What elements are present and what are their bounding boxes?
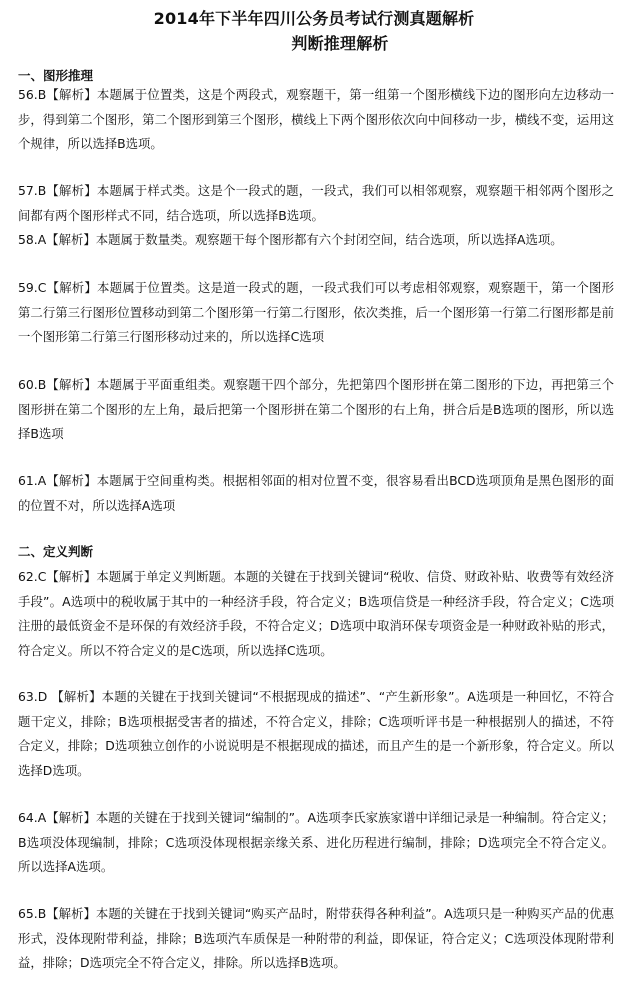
answer-item-60: 60.B【解析】本题属于平面重组类。观察题干四个部分，先把第四个图形拼在第二图形的下边，再把第三个图形拼在第二个图形的左上角，最后把第一个图形拼在第二个图形的右上角，拼合后是B选项的图形，所以选择B选项: [18, 377, 614, 441]
answer-item-64: 64.A【解析】本题的关键在于找到关键词“编制的”。A选项李氏家族家谱中详细记录是一种编制。符合定义；B选项没体现编制，排除；C选项没体现根据亲缘关系、进化历程进行编制，排除；D选项完全不符合定义。所以选择A选项。: [18, 810, 614, 874]
answer-item-57: 57.B【解析】本题属于样式类。这是个一段式的题，一段式，我们可以相邻观察，观察题干相邻两个图形之间都有两个图形样式不同，结合选项，所以选择B选项。: [18, 183, 614, 223]
page-title: 2014年下半年四川公务员考试行测真题解析: [153, 9, 475, 28]
answer-item-62: 62.C【解析】本题属于单定义判断题。本题的关键在于找到关键词“税收、信贷、财政补贴、收费等有效经济手段”。A选项中的税收属于其中的一种经济手段，符合定义；B选项信贷是一种经济手段，符合定义；C选项注册的最低资金不是环保的有效经济手段，不符合定义；D选项中取消环保专项资金是一种财政补贴的形式，符合定义。所以不符合定义的是C选项，所以选择C选项。: [18, 569, 614, 658]
answer-item-59: 59.C【解析】本题属于位置类。这是道一段式的题，一段式我们可以考虑相邻观察，观察题干，第一个图形第二行第三行图形位置移动到第二个图形第一行第二行图形，依次类推，后一个图形第一行第二行图形都是前一个图形第二行第三行图形移动过来的，所以选择C选项: [18, 280, 614, 344]
page-subtitle: 判断推理解析: [291, 34, 389, 53]
answer-item-65: 65.B【解析】本题的关键在于找到关键词“购买产品时，附带获得各种利益”。A选项只是一种购买产品的优惠形式，没体现附带利益，排除；B选项汽车质保是一种附带的利益，即保证，符合定义；C选项没体现附带利益，排除；D选项完全不符合定义，排除。所以选择B选项。: [18, 906, 614, 970]
answer-item-63: 63.D 【解析】本题的关键在于找到关键词“不根据现成的描述”、“产生新形象”。A选项是一种回忆，不符合题干定义，排除；B选项根据受害者的描述，不符合定义，排除；C选项听评书是一种根据别人的描述，不符合定义，排除；D选项独立创作的小说说明是不根据现成的描述，而且产生的是一个新形象，符合定义。所以选择D选项。: [18, 689, 614, 778]
answer-item-61: 61.A【解析】本题属于空间重构类。根据相邻面的相对位置不变，很容易看出BCD选项顶角是黑色图形的面的位置不对，所以选择A选项: [18, 473, 614, 513]
answer-item-56: 56.B【解析】本题属于位置类，这是个两段式，观察题干，第一组第一个图形横线下边的图形向左边移动一步，得到第二个图形，第二个图形到第三个图形，横线上下两个图形依次向中间移动一步，横线不变，运用这个规律，所以选择B选项。: [18, 87, 614, 151]
section-heading-definition-judgment: 二、定义判断: [18, 544, 94, 559]
answer-item-58: 58.A【解析】本题属于数量类。观察题干每个图形都有六个封闭空间，结合选项，所以选择A选项。: [18, 232, 563, 247]
section-heading-graphic-reasoning: 一、图形推理: [18, 68, 94, 83]
